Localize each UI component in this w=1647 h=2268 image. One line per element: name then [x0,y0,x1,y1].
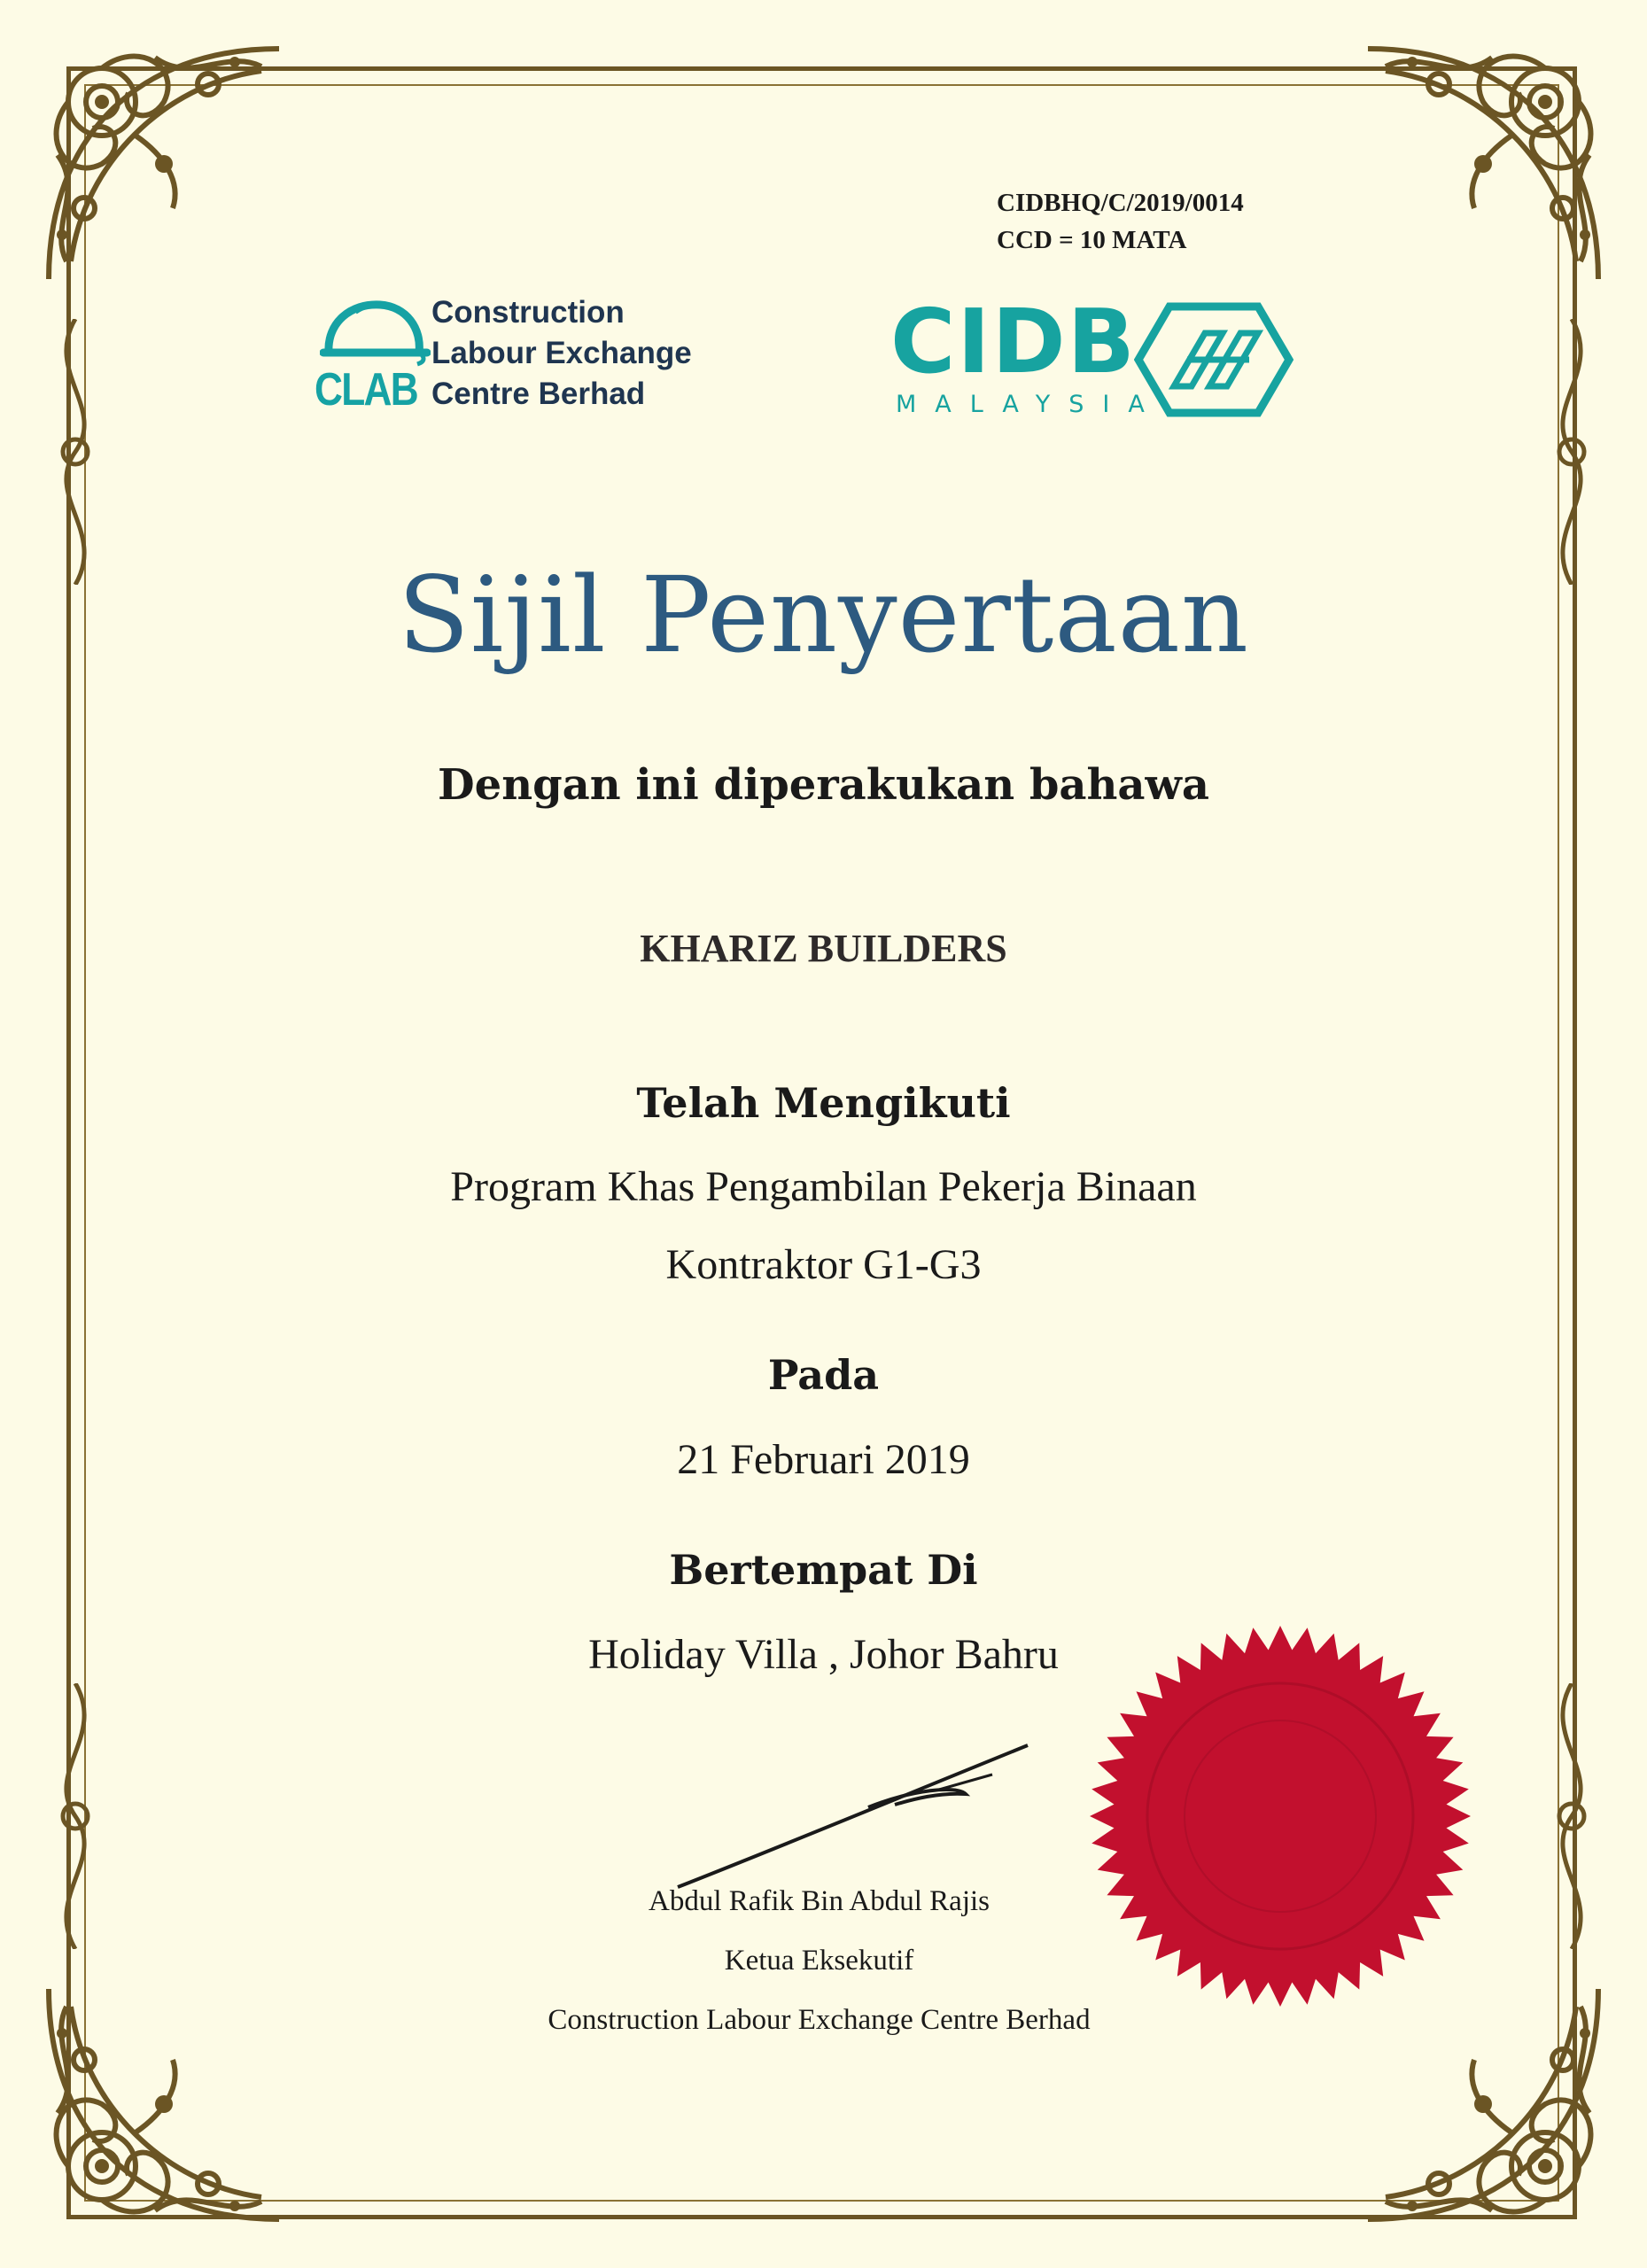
clab-name-line3: Centre Berhad [431,377,646,411]
red-seal-icon [1085,1621,1475,2011]
corner-ornament-icon [1350,31,1616,297]
certificate-title: Sijil Penyertaan [397,554,1250,676]
clab-name-line1: Construction [431,295,625,330]
date-label: Pada [767,1351,880,1399]
hardhat-icon [320,298,431,369]
venue-label: Bertempat Di [669,1546,978,1594]
clab-name [431,292,692,415]
cidb-country: MALAYSIA [896,391,1163,418]
reference-code: CIDBHQ/C/2019/0014 [997,189,1244,217]
venue: Holiday Villa , Johor Bahru [588,1631,1059,1678]
program-line1: Program Khas Pengambilan Pekerja Binaan [450,1163,1197,1210]
program-line2: Kontraktor G1-G3 [665,1241,982,1288]
ccd-points: CCD = 10 MATA [997,226,1187,254]
reference-block [997,184,1244,259]
cidb-acronym: CIDB [890,290,1137,393]
signatory-name: Abdul Rafik Bin Abdul Rajis [648,1885,990,1917]
clab-logo [315,292,775,425]
event-date: 21 Februari 2019 [677,1436,970,1483]
clab-name-line2: Labour Exchange [431,336,692,370]
corner-ornament-icon [31,31,297,297]
cidb-logo [890,290,1307,430]
certificate-subtitle: Dengan ini diperakukan bahawa [438,760,1209,810]
cidb-emblem-icon [1134,302,1294,417]
recipient-name: KHARIZ BUILDERS [640,927,1007,970]
side-ornament-icon [35,319,115,585]
signatory-organization: Construction Labour Exchange Centre Berhad [548,2004,1091,2036]
side-ornament-icon [1532,319,1612,585]
signature-icon [673,1741,1045,1891]
clab-acronym: CLAB [315,364,417,416]
signatory-title: Ketua Eksekutif [724,1945,914,1977]
attended-label: Telah Mengikuti [636,1079,1011,1127]
